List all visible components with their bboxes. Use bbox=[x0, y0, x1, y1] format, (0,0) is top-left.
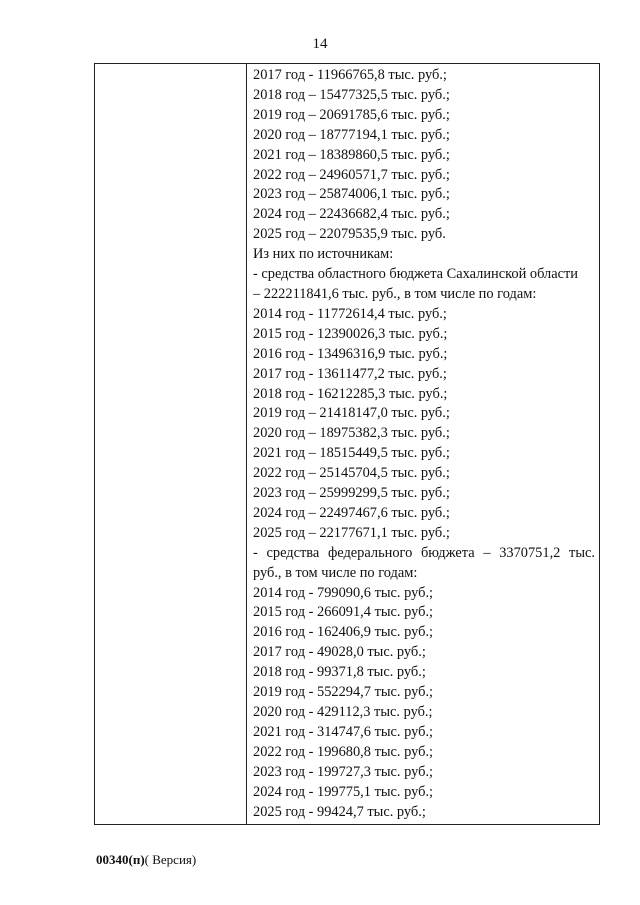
budget-line: 2014 год - 799090,6 тыс. руб.; bbox=[253, 584, 434, 601]
budget-line: 2014 год - 11772614,4 тыс. руб.; bbox=[253, 305, 447, 322]
budget-line: 2015 год - 266091,4 тыс. руб.; bbox=[253, 604, 434, 621]
budget-line: 2022 год - 199680,8 тыс. руб.; bbox=[253, 743, 434, 760]
regional-budget-heading: - средства областного бюджета Сахалинской области bbox=[253, 266, 578, 283]
budget-line: 2017 год - 13611477,2 тыс. руб.; bbox=[253, 365, 447, 382]
budget-line: 2019 год - 552294,7 тыс. руб.; bbox=[253, 684, 434, 701]
budget-line: 2020 год – 18975382,3 тыс. руб.; bbox=[253, 425, 450, 442]
document-code: 00340(п) bbox=[96, 852, 145, 867]
budget-line: 2024 год - 199775,1 тыс. руб.; bbox=[253, 783, 434, 800]
budget-line: 2018 год - 16212285,3 тыс. руб.; bbox=[253, 385, 448, 402]
budget-line: 2018 год – 15477325,5 тыс. руб.; bbox=[253, 86, 450, 103]
budget-line: 2019 год – 20691785,6 тыс. руб.; bbox=[253, 106, 450, 123]
document-footer bbox=[96, 852, 196, 868]
federal-budget-subheading: руб., в том числе по годам: bbox=[253, 564, 418, 581]
budget-line: 2021 год – 18515449,5 тыс. руб.; bbox=[253, 445, 450, 462]
budget-line: 2020 год – 18777194,1 тыс. руб.; bbox=[253, 126, 450, 143]
table-right-cell bbox=[247, 64, 599, 824]
budget-line: 2021 год – 18389860,5 тыс. руб.; bbox=[253, 146, 450, 163]
budget-line: 2023 год – 25874006,1 тыс. руб.; bbox=[253, 186, 450, 203]
budget-table bbox=[94, 63, 600, 825]
budget-line: 2023 год - 199727,3 тыс. руб.; bbox=[253, 763, 434, 780]
budget-line: 2016 год - 13496316,9 тыс. руб.; bbox=[253, 345, 448, 362]
budget-line: 2024 год – 22436682,4 тыс. руб.; bbox=[253, 206, 450, 223]
budget-line: 2017 год - 11966765,8 тыс. руб.; bbox=[253, 67, 447, 83]
table-left-cell bbox=[95, 64, 247, 824]
budget-line: 2019 год – 21418147,0 тыс. руб.; bbox=[253, 405, 450, 422]
budget-line: 2024 год – 22497467,6 тыс. руб.; bbox=[253, 504, 450, 521]
federal-budget-heading: - средства федерального бюджета – 3370751,2 тыс. bbox=[253, 544, 595, 561]
regional-budget-total: – 222211841,6 тыс. руб., в том числе по годам: bbox=[253, 285, 537, 302]
budget-line: 2025 год – 22079535,9 тыс. руб. bbox=[253, 226, 446, 243]
sources-heading: Из них по источникам: bbox=[253, 246, 394, 263]
budget-line: 2025 год – 22177671,1 тыс. руб.; bbox=[253, 524, 450, 541]
budget-line: 2022 год – 25145704,5 тыс. руб.; bbox=[253, 465, 450, 482]
budget-line: 2021 год - 314747,6 тыс. руб.; bbox=[253, 723, 434, 740]
budget-line: 2016 год - 162406,9 тыс. руб.; bbox=[253, 624, 434, 641]
budget-line: 2020 год - 429112,3 тыс. руб.; bbox=[253, 703, 433, 720]
budget-line: 2022 год – 24960571,7 тыс. руб.; bbox=[253, 166, 450, 183]
budget-line: 2017 год - 49028,0 тыс. руб.; bbox=[253, 644, 426, 661]
budget-line: 2025 год - 99424,7 тыс. руб.; bbox=[253, 803, 426, 820]
page-number: 14 bbox=[312, 36, 328, 52]
document-version: ( Версия) bbox=[144, 852, 197, 867]
budget-line: 2023 год – 25999299,5 тыс. руб.; bbox=[253, 485, 450, 502]
budget-line: 2015 год - 12390026,3 тыс. руб.; bbox=[253, 325, 448, 342]
budget-line: 2018 год - 99371,8 тыс. руб.; bbox=[253, 664, 426, 681]
